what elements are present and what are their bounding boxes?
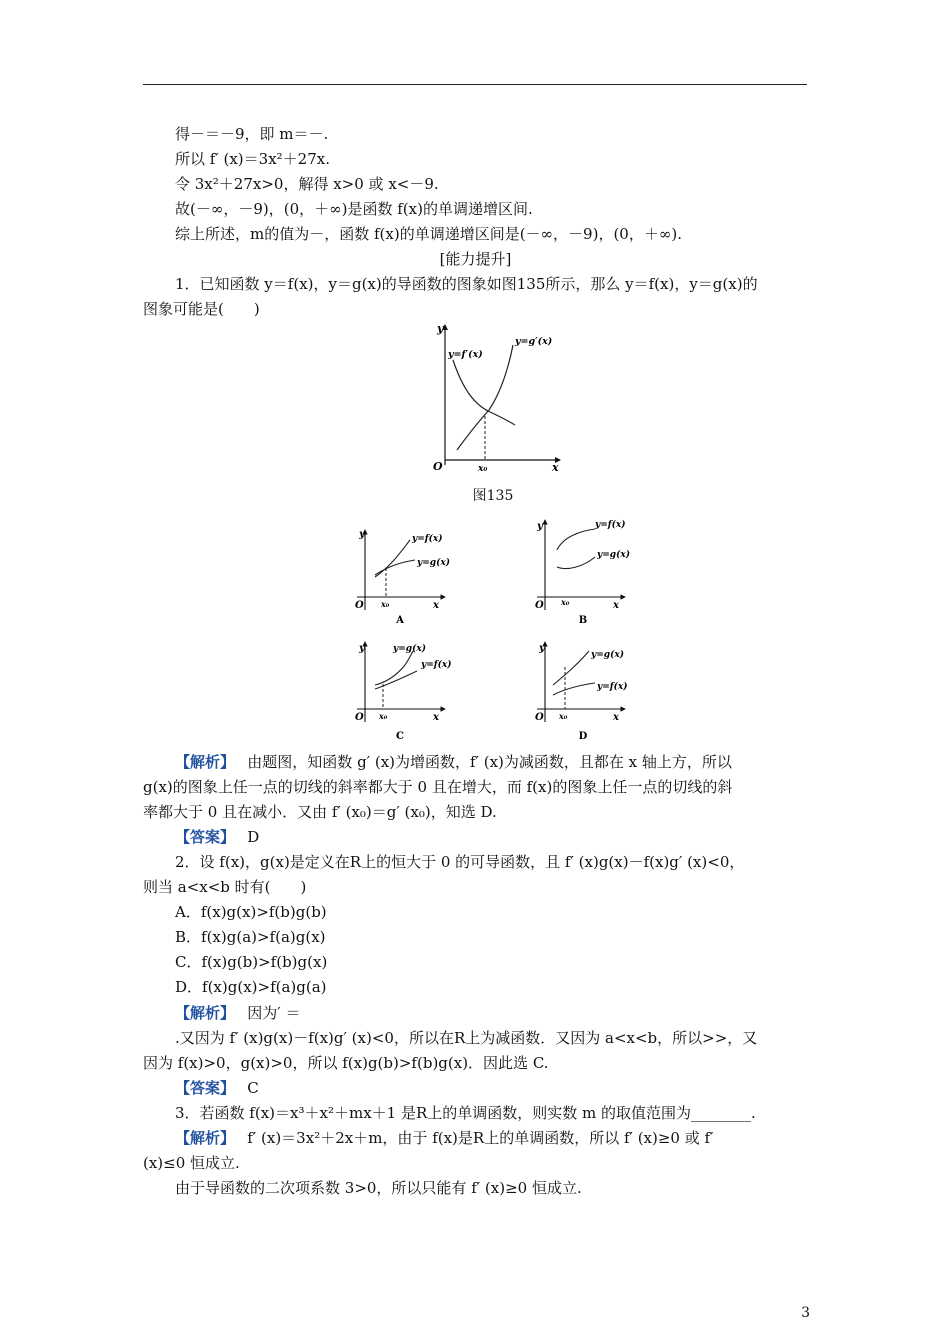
q1-analysis-line: 率都大于 0 且在减小．又由 f′ (x₀)＝g′ (x₀)，知选 D. [143,803,497,821]
q1-answer-line [143,827,840,847]
q3-analysis-line [143,1128,840,1148]
option-item: C．f(x)g(b)>f(b)g(x) [175,953,328,971]
header-rule [143,84,807,85]
q1-analysis-line [143,752,840,772]
origin-label: O [535,600,544,611]
y-label: y [359,643,365,654]
option-b-graph [525,515,640,625]
f-curve [553,683,595,695]
q2-analysis-line [143,1003,840,1023]
y-label: y [437,322,444,335]
option-letter: D [578,731,588,742]
analysis-tag: 【解析】 [175,1129,228,1147]
q1-analysis-line: g(x)的图象上任一点的切线的斜率都大于 0 且在增大，而 f(x)的图象上任一点的切线的斜 [143,778,733,796]
option-c-graph [345,637,455,747]
g-curve [553,651,589,685]
g-curve [375,651,413,685]
origin-label: O [433,460,443,473]
gprime-label: y=g′(x) [515,336,553,347]
top-curve-label: y=f(x) [412,534,443,544]
text-line: 综上所述，m的值为－，函数 f(x)的单调递增区间是(－∞，－9)，(0，＋∞). [175,225,682,243]
analysis-tag: 【解析】 [175,1004,228,1022]
option-item: B．f(x)g(a)>f(a)g(x) [175,928,326,946]
option-a-graph [345,515,455,625]
q3-analysis-line: 由于导函数的二次项系数 3>0，所以只能有 f′ (x)≥0 恒成立. [175,1179,582,1197]
option-letter: B [578,615,588,625]
bottom-curve-label: y=f(x) [421,660,452,670]
x0-label: x₀ [381,599,390,609]
x0-label: x₀ [559,711,568,721]
analysis-text: f′ (x)＝3x²＋2x＋m，由于 f(x)是R上的单调函数，所以 f′ (x)≥0 或 f′ [247,1129,714,1147]
option-d-graph [525,637,640,747]
text-line: 故(－∞，－9)，(0，＋∞)是函数 f(x)的单调递增区间. [175,200,533,218]
q2-answer-line [143,1078,840,1098]
answer-tag: 【答案】 [175,828,228,846]
bottom-curve-label: y=f(x) [597,682,628,692]
g-curve [557,557,595,569]
analysis-text: 由题图，知函数 g′ (x)为增函数，f′ (x)为减函数，且都在 x 轴上方，所以 [247,753,732,771]
top-curve-label: y=g(x) [393,644,426,654]
question-1-text: 图象可能是( ) [143,300,260,318]
y-label: y [537,521,543,532]
analysis-text: 因为′ ＝ [247,1004,301,1022]
option-letter: C [396,731,404,742]
gprime-curve [457,345,513,450]
y-label: y [539,643,545,654]
origin-label: O [535,712,544,723]
x-label: x [433,712,439,723]
bottom-curve-label: y=g(x) [417,558,450,568]
f-curve [557,529,595,550]
origin-label: O [355,600,364,611]
answer-tag: 【答案】 [175,1079,228,1097]
q3-analysis-line: (x)≤0 恒成立. [143,1154,240,1172]
option-item: D．f(x)g(x)>f(a)g(a) [175,978,327,996]
page-number: 3 [801,1305,810,1321]
x-label: x [552,461,559,474]
analysis-tag: 【解析】 [175,753,228,771]
section-title: [能力提升] [439,250,512,268]
question-2-text: 2．设 f(x)，g(x)是定义在R上的恒大于 0 的可导函数，且 f′ (x)g(x)－f(x)g′ (x)<0， [175,853,745,871]
fprime-label: y=f′(x) [448,349,483,360]
q2-analysis-line: 因为 f(x)>0，g(x)>0，所以 f(x)g(b)>f(b)g(x)．因此选 C. [143,1054,549,1072]
question-2-text: 则当 a<x<b 时有( ) [143,878,307,896]
figure-caption: 图135 [472,488,514,504]
x-label: x [613,712,619,723]
question-3-text: 3．若函数 f(x)＝x³＋x²＋mx＋1 是R上的单调函数，则实数 m 的取值范围为________. [175,1104,756,1122]
top-curve-label: y=g(x) [591,650,624,660]
x0-label: x₀ [561,597,570,607]
bottom-curve-label: y=g(x) [597,550,630,560]
text-line: 得－＝－9，即 m＝－. [175,125,329,143]
option-letter: A [396,615,404,625]
text-line: 令 3x²＋27x>0，解得 x>0 或 x<－9. [175,175,439,193]
y-label: y [359,529,365,540]
x-label: x [433,600,439,611]
origin-label: O [355,712,364,723]
main-derivative-graph [415,320,565,475]
top-curve-label: y=f(x) [595,520,626,530]
option-item: A．f(x)g(x)>f(b)g(b) [175,903,327,921]
q2-analysis-line: .又因为 f′ (x)g(x)－f(x)g′ (x)<0，所以在R上为减函数．又因为 a<x<b，所以>>，又 [175,1029,758,1047]
text-line: 所以 f′ (x)＝3x²＋27x. [175,150,330,168]
x0-label: x₀ [379,711,388,721]
x-label: x [613,600,619,611]
answer-value: D [247,828,260,846]
x0-label: x₀ [478,464,488,474]
answer-value: C [247,1079,259,1097]
question-1-text: 1．已知函数 y＝f(x)，y＝g(x)的导函数的图象如图135所示，那么 y＝f(x)，y＝g(x)的 [175,275,758,293]
